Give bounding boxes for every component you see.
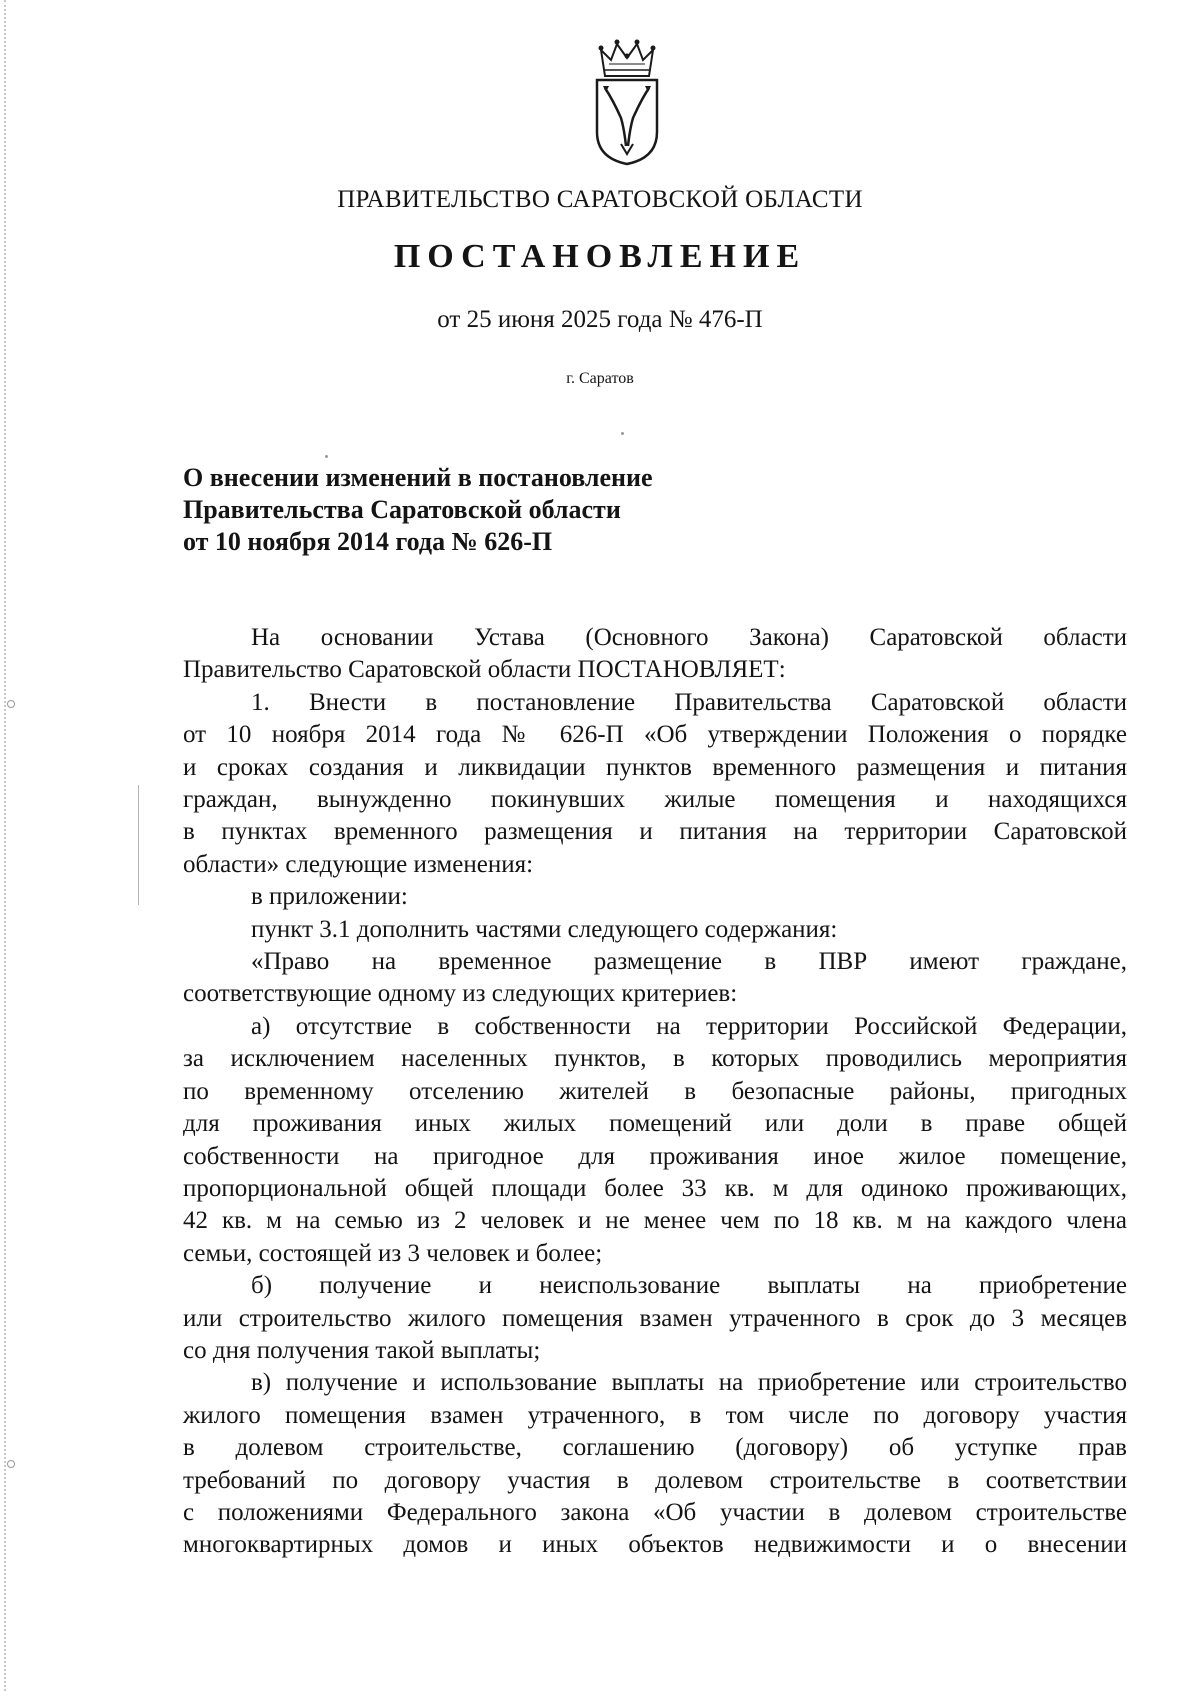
body-line: 42 кв. м на семью из 2 человек и не менее чем по 18 кв. м на каждого члена xyxy=(183,1207,1127,1235)
document-city: г. Саратов xyxy=(566,370,634,387)
body-line: семьи, состоящей из 3 человек и более; xyxy=(183,1239,603,1267)
scan-artifact xyxy=(325,455,328,458)
government-name: ПРАВИТЕЛЬСТВО САРАТОВСКОЙ ОБЛАСТИ xyxy=(337,186,863,213)
body-line: в) получение и использование выплаты на приобретение или строительство xyxy=(251,1369,1127,1397)
document-subject xyxy=(183,462,653,558)
scan-artifact xyxy=(138,785,139,905)
body-line: по временному отселению жителей в безопасные районы, пригодных xyxy=(183,1077,1127,1105)
body-line: пункт 3.1 дополнить частями следующего содержания: xyxy=(251,915,838,943)
body-line: для проживания иных жилых помещений или доли в праве общей xyxy=(183,1110,1127,1138)
body-line: требований по договору участия в долевом строительстве в соответствии xyxy=(183,1466,1127,1494)
body-line: собственности на пригодное для проживания иное жилое помещение, xyxy=(183,1142,1127,1170)
document-type-heading: ПОСТАНОВЛЕНИЕ xyxy=(393,238,807,275)
body-line: в пунктах временного размещения и питания на территории Саратовской xyxy=(183,818,1127,846)
coat-of-arms-emblem xyxy=(591,36,663,166)
subject-line: О внесении изменений в постановление xyxy=(183,463,653,492)
subject-line: от 10 ноября 2014 года № 626-П xyxy=(183,527,553,556)
body-line: в приложении: xyxy=(251,883,408,911)
body-line: жилого помещения взамен утраченного, в том числе по договору участия xyxy=(183,1401,1127,1429)
body-line: 1. Внести в постановление Правительства Саратовской области xyxy=(251,688,1127,716)
document-body xyxy=(183,622,1127,1562)
punch-hole-mark xyxy=(7,700,15,708)
body-line: На основании Устава (Основного Закона) Саратовской области xyxy=(251,624,1127,651)
body-line: Правительство Саратовской области ПОСТАНОВЛЯЕТ: xyxy=(183,656,786,684)
scan-artifact xyxy=(621,432,624,435)
body-line: от 10 ноября 2014 года № 626-П «Об утверждении Положения о порядке xyxy=(183,721,1127,749)
punch-hole-mark xyxy=(7,1460,15,1468)
body-line: со дня получения такой выплаты; xyxy=(183,1336,541,1364)
body-line: области» следующие изменения: xyxy=(183,850,534,878)
body-line: и сроках создания и ликвидации пунктов временного размещения и питания xyxy=(183,753,1127,781)
document-date-number: от 25 июня 2025 года № 476-П xyxy=(437,306,763,333)
body-line: а) отсутствие в собственности на территории Российской Федерации, xyxy=(251,1012,1127,1040)
subject-line: Правительства Саратовской области xyxy=(183,495,621,524)
body-line: многоквартирных домов и иных объектов недвижимости и о внесении xyxy=(183,1531,1127,1559)
body-line: пропорциональной общей площади более 33 кв. м для одиноко проживающих, xyxy=(183,1174,1127,1202)
body-line: с положениями Федерального закона «Об участии в долевом строительстве xyxy=(183,1498,1127,1526)
body-line: б) получение и неиспользование выплаты на приобретение xyxy=(251,1272,1127,1300)
body-line: в долевом строительстве, соглашению (договору) об уступке прав xyxy=(183,1434,1127,1462)
body-line: граждан, вынужденно покинувших жилые помещения и находящихся xyxy=(183,786,1127,814)
body-line: «Право на временное размещение в ПВР имеют граждане, xyxy=(251,948,1127,976)
body-line: за исключением населенных пунктов, в которых проводились мероприятия xyxy=(183,1045,1127,1073)
body-line: соответствующие одному из следующих критериев: xyxy=(183,980,738,1008)
body-line: или строительство жилого помещения взамен утраченного в срок до 3 месяцев xyxy=(183,1304,1127,1332)
